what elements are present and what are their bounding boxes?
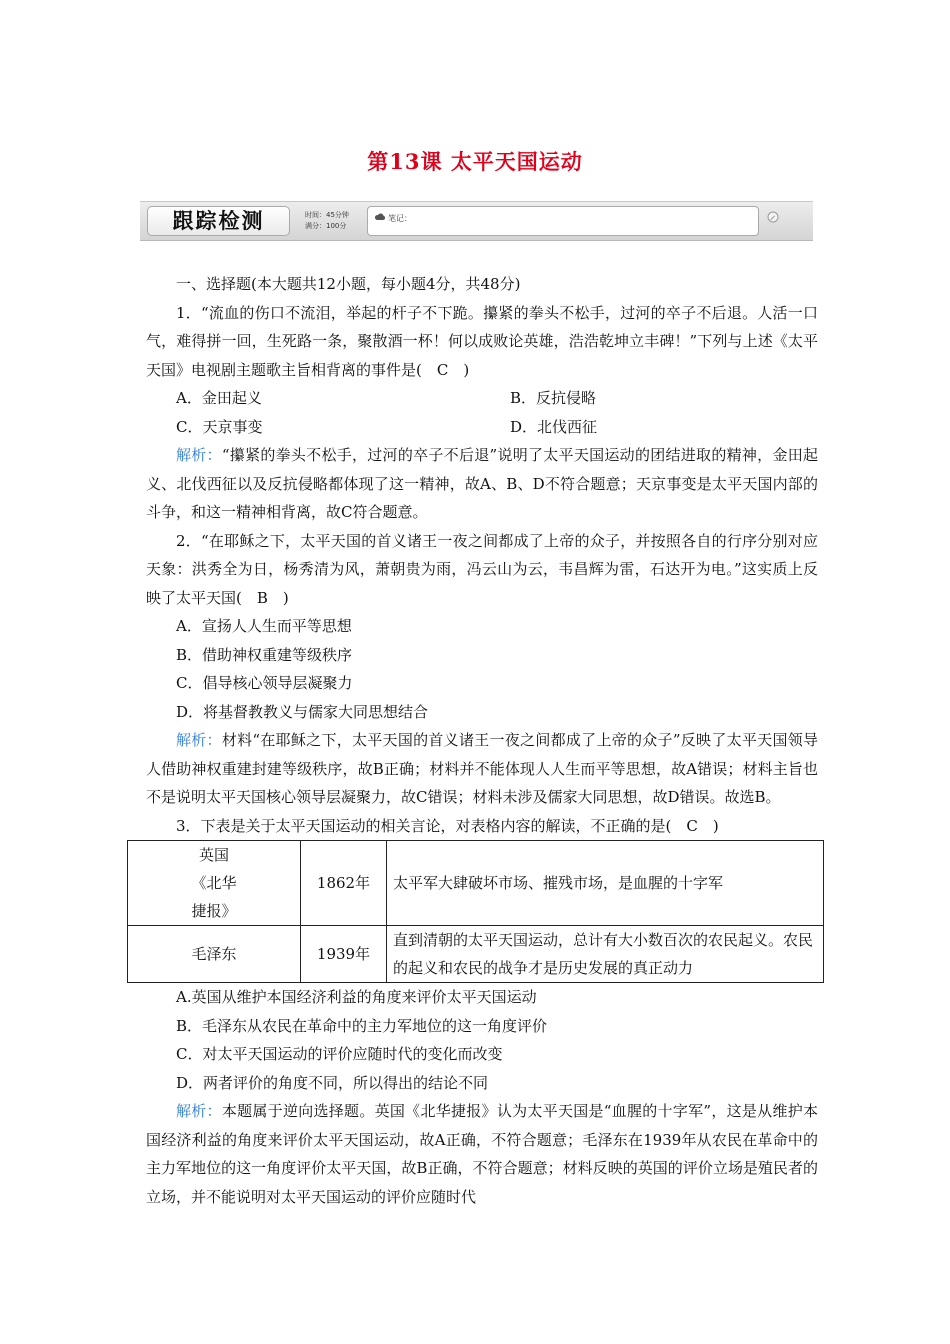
analysis-label: 解析： [176, 731, 222, 749]
table-cell-year: 1939年 [301, 926, 387, 983]
question-3-stem: 3．下表是关于太平天国运动的相关言论，对表格内容的解读，不正确的是( C ) [176, 816, 719, 835]
banner-label: 跟踪检测 [147, 206, 290, 236]
time-limit: 时间：45分钟 [305, 211, 349, 219]
cloud-icon [374, 212, 386, 221]
option-c: C．对太平天国运动的评价应随时代的变化而改变 [176, 1045, 503, 1063]
notes-field[interactable] [367, 206, 759, 236]
table-row [128, 926, 824, 983]
option-b: B．借助神权重建等级秩序 [176, 645, 353, 664]
option-d: D．两者评价的角度不同，所以得出的结论不同 [176, 1073, 489, 1092]
analysis-label: 解析： [176, 446, 222, 464]
table-row [128, 841, 824, 926]
option-a: A．宣扬人人生而平等思想 [176, 617, 352, 635]
question-1-stem: 1．“流血的伤口不流泪，举起的杆子不下跪。攥紧的拳头不松手，过河的卒子不后退。人活一口气，难得拼一回，生死路一条，聚散酒一杯！何以成败论英雄，浩浩乾坤立丰碑！”下列与上述《太平天国》电视剧主题歌主旨相背离的事件是( C ) [146, 303, 818, 379]
option-d: D．将基督教教义与儒家大同思想结合 [176, 702, 429, 721]
option-c: C．倡导核心领导层凝聚力 [176, 674, 353, 692]
pen-icon[interactable] [767, 211, 779, 223]
question-1-options-row-1 [176, 384, 818, 413]
tracking-test-banner [140, 201, 813, 241]
option-b: B．反抗侵略 [510, 389, 597, 407]
question-3-analysis [146, 1097, 818, 1211]
option-a: A.英国从维护本国经济利益的角度来评价太平天国运动 [176, 988, 537, 1006]
question-2-stem: 2．“在耶稣之下，太平天国的首义诸王一夜之间都成了上帝的众子，并按照各自的行序分别对应天象：洪秀全为日，杨秀清为风，萧朝贵为雨，冯云山为云，韦昌辉为雷，石达开为电。”这实质上反映了太平天国( B ) [146, 531, 818, 607]
section-header: 一、选择题(本大题共12小题，每小题4分，共48分) [176, 275, 521, 293]
option-b: B．毛泽东从农民在革命中的主力军地位的这一角度评价 [176, 1016, 548, 1035]
table-cell-year: 1862年 [301, 841, 387, 926]
question-1-options-row-2 [176, 413, 818, 442]
table-cell-quote: 直到清朝的太平天国运动，总计有大小数百次的农民起义。农民的起义和农民的战争才是历史发展的真正动力 [387, 926, 824, 983]
option-a: A．金田起义 [176, 389, 262, 407]
analysis-text: “攥紧的拳头不松手，过河的卒子不后退”说明了太平天国运动的团结进取的精神，金田起义、北伐西征以及反抗侵略都体现了这一精神，故A、B、D不符合题意；天京事变是太平天国内部的斗争，和这一精神相背离，故C符合题意。 [146, 446, 818, 521]
question-1-analysis [146, 441, 818, 527]
lesson-title: 第13课 太平天国运动 [367, 149, 583, 174]
option-c: C．天京事变 [176, 417, 263, 436]
analysis-label: 解析： [176, 1102, 222, 1120]
full-score: 满分：100分 [305, 222, 347, 230]
notes-label: 笔记： [388, 214, 412, 223]
table-cell-source: 英国 《北华 捷报》 [128, 841, 301, 926]
analysis-text: 本题属于逆向选择题。英国《北华捷报》认为太平天国是“血腥的十字军”，这是从维护本国经济利益的角度来评价太平天国运动，故A正确，不符合题意；毛泽东在1939年从农民在革命中的主力军地位的这一角度评价太平天国，故B正确，不符合题意；材料反映的英国的评价立场是殖民者的立场，并不能说明对太平天国运动的评价应随时代 [146, 1102, 818, 1206]
question-2-analysis [146, 726, 818, 812]
table-cell-source: 毛泽东 [128, 926, 301, 983]
question-content [146, 270, 818, 1211]
banner-meta [305, 210, 349, 232]
table-cell-quote: 太平军大肆破坏市场、摧残市场，是血腥的十字军 [387, 841, 824, 926]
option-d: D．北伐西征 [510, 417, 598, 436]
analysis-text: 材料“在耶稣之下，太平天国的首义诸王一夜之间都成了上帝的众子”反映了太平天国领导人借助神权重建封建等级秩序，故B正确；材料并不能体现人人生而平等思想，故A错误；材料主旨也不是说明太平天国核心领导层凝聚力，故C错误；材料未涉及儒家大同思想，故D错误。故选B。 [146, 731, 818, 806]
quote-table [127, 840, 824, 983]
